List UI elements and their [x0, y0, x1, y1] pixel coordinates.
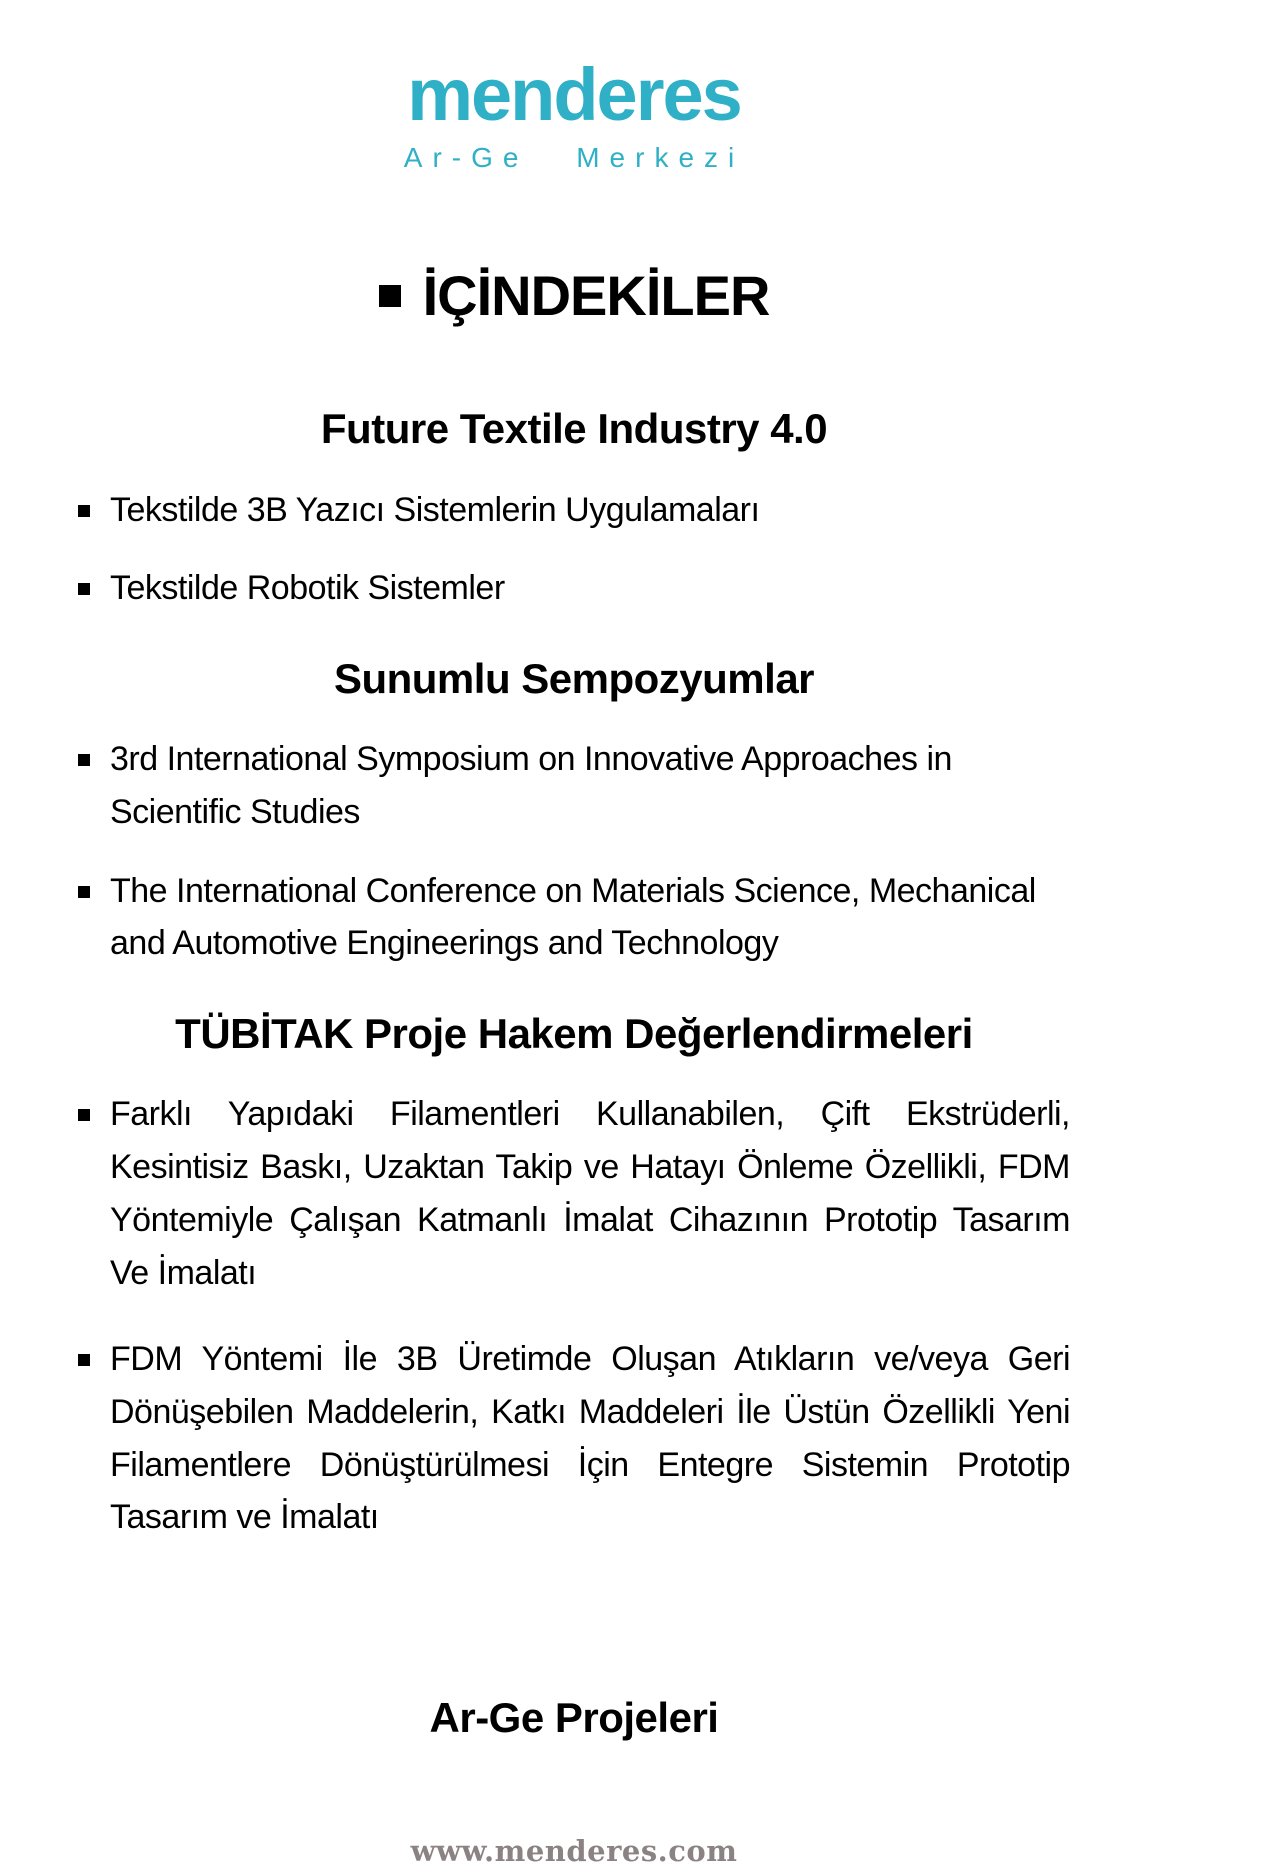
list-item-text: Tekstilde Robotik Sistemler	[110, 569, 505, 608]
list-item-text: FDM Yöntemi İle 3B Üretimde Oluşan Atıkların ve/veya Geri Dönüşebilen Maddelerin, Katkı Maddeleri İle Üstün Özellikli Yeni Filamentlere Dönüştürülmesi İçin Entegre Sistemin Prototip Tasarım ve İmalatı	[110, 1340, 1070, 1537]
logo-wordmark: menderes	[407, 53, 741, 136]
list-item	[78, 865, 1070, 970]
section-sempozyumlar	[78, 655, 1070, 970]
list-item-text: Farklı Yapıdaki Filamentleri Kullanabilen, Çift Ekstrüderli, Kesintisiz Baskı, Uzaktan Takip ve Hatayı Önleme Özellikli, FDM Yöntemiyle Çalışan Katmanlı İmalat Cihazının Prototip Tasarım Ve İmalatı	[110, 1095, 1070, 1292]
section-heading-tubitak: TÜBİTAK Proje Hakem Değerlendirmeleri	[175, 1010, 973, 1058]
list-item	[78, 1333, 1070, 1544]
toc-list	[78, 484, 1070, 615]
section-heading-future-textile: Future Textile Industry 4.0	[320, 405, 828, 453]
square-bullet-icon	[78, 1354, 90, 1366]
list-item	[78, 484, 1070, 537]
page-title: İÇİNDEKİLER	[422, 263, 770, 327]
square-bullet-icon	[78, 886, 90, 898]
square-bullet-icon	[78, 1109, 90, 1121]
square-bullet-icon	[379, 285, 401, 307]
list-item-text: 3rd International Symposium on Innovative Approaches in Scientific Studies	[110, 740, 952, 832]
section-heading-sempozyumlar: Sunumlu Sempozyumlar	[333, 655, 815, 703]
square-bullet-icon	[78, 583, 90, 595]
menderes-logo	[78, 0, 1070, 174]
toc-title-row	[78, 226, 1070, 365]
toc-list	[78, 1088, 1070, 1544]
list-item-text: The International Conference on Materials Science, Mechanical and Automotive Engineerings and Technology	[110, 871, 1036, 963]
square-bullet-icon	[78, 754, 90, 766]
list-item	[78, 733, 1070, 838]
section-heading-arge-projeleri: Ar-Ge Projeleri	[429, 1693, 719, 1741]
section-tubitak	[78, 1010, 1070, 1544]
list-item-text: Tekstilde 3B Yazıcı Sistemlerin Uygulamaları	[110, 490, 760, 529]
footer-url: www.menderes.com	[410, 1834, 738, 1868]
section-future-textile	[78, 405, 1070, 615]
section-arge-projeleri	[78, 1694, 1070, 1742]
toc-list	[78, 733, 1070, 970]
square-bullet-icon	[78, 505, 90, 517]
list-item	[78, 562, 1070, 615]
logo-tagline: Ar-Ge Merkezi	[403, 142, 745, 173]
list-item	[78, 1088, 1070, 1299]
